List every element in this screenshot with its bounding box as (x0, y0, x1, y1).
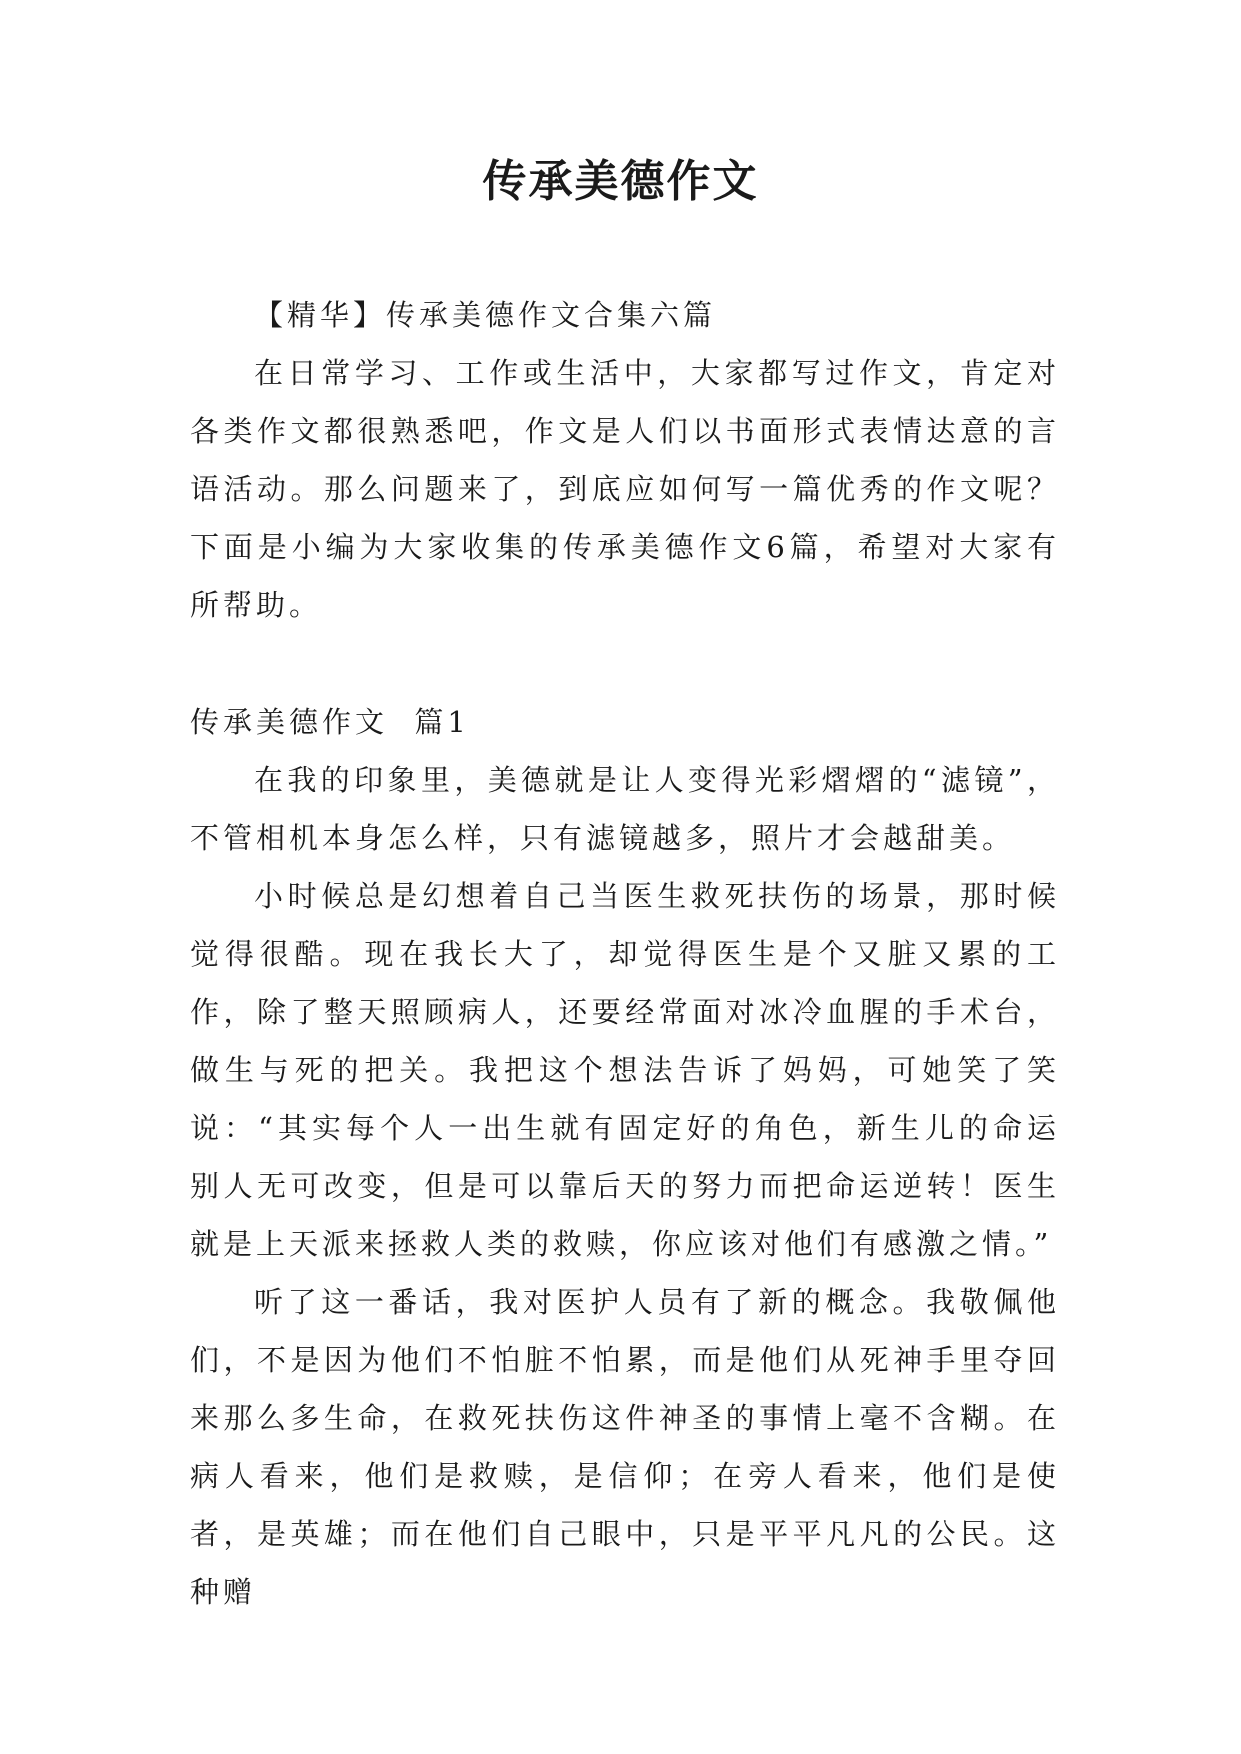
intro-paragraph: 在日常学习、工作或生活中，大家都写过作文，肯定对各类作文都很熟悉吧，作文是人们以书面形式表情达意的言语活动。那么问题来了，到底应如何写一篇优秀的作文呢？下面是小编为大家收集的传承美德作文6篇，希望对大家有所帮助。 (190, 356, 1060, 622)
paragraph-3: 听了这一番话，我对医护人员有了新的概念。我敬佩他们，不是因为他们不怕脏不怕累，而是他们从死神手里夺回来那么多生命，在救死扶伤这件神圣的事情上毫不含糊。在病人看来，他们是救赎，是信仰；在旁人看来，他们是使者，是英雄；而在他们自己眼中，只是平平凡凡的公民。这种赠 (190, 1285, 1060, 1609)
paragraph-1: 在我的印象里，美德就是让人变得光彩熠熠的“滤镜”，不管相机本身怎么样，只有滤镜越多，照片才会越甜美。 (190, 763, 1060, 855)
intro-heading: 【精华】传承美德作文合集六篇 (254, 298, 717, 332)
section-heading: 传承美德作文 篇1 (190, 705, 470, 739)
document-title: 传承美德作文 (482, 156, 759, 207)
paragraph-2: 小时候总是幻想着自己当医生救死扶伤的场景，那时候觉得很酷。现在我长大了，却觉得医生是个又脏又累的工作，除了整天照顾病人，还要经常面对冰冷血腥的手术台，做生与死的把关。我把这个想法告诉了妈妈，可她笑了笑说：“其实每个人一出生就有固定好的角色，新生儿的命运别人无可改变，但是可以靠后天的努力而把命运逆转！医生就是上天派来拯救人类的救赎，你应该对他们有感激之情。” (190, 879, 1060, 1261)
